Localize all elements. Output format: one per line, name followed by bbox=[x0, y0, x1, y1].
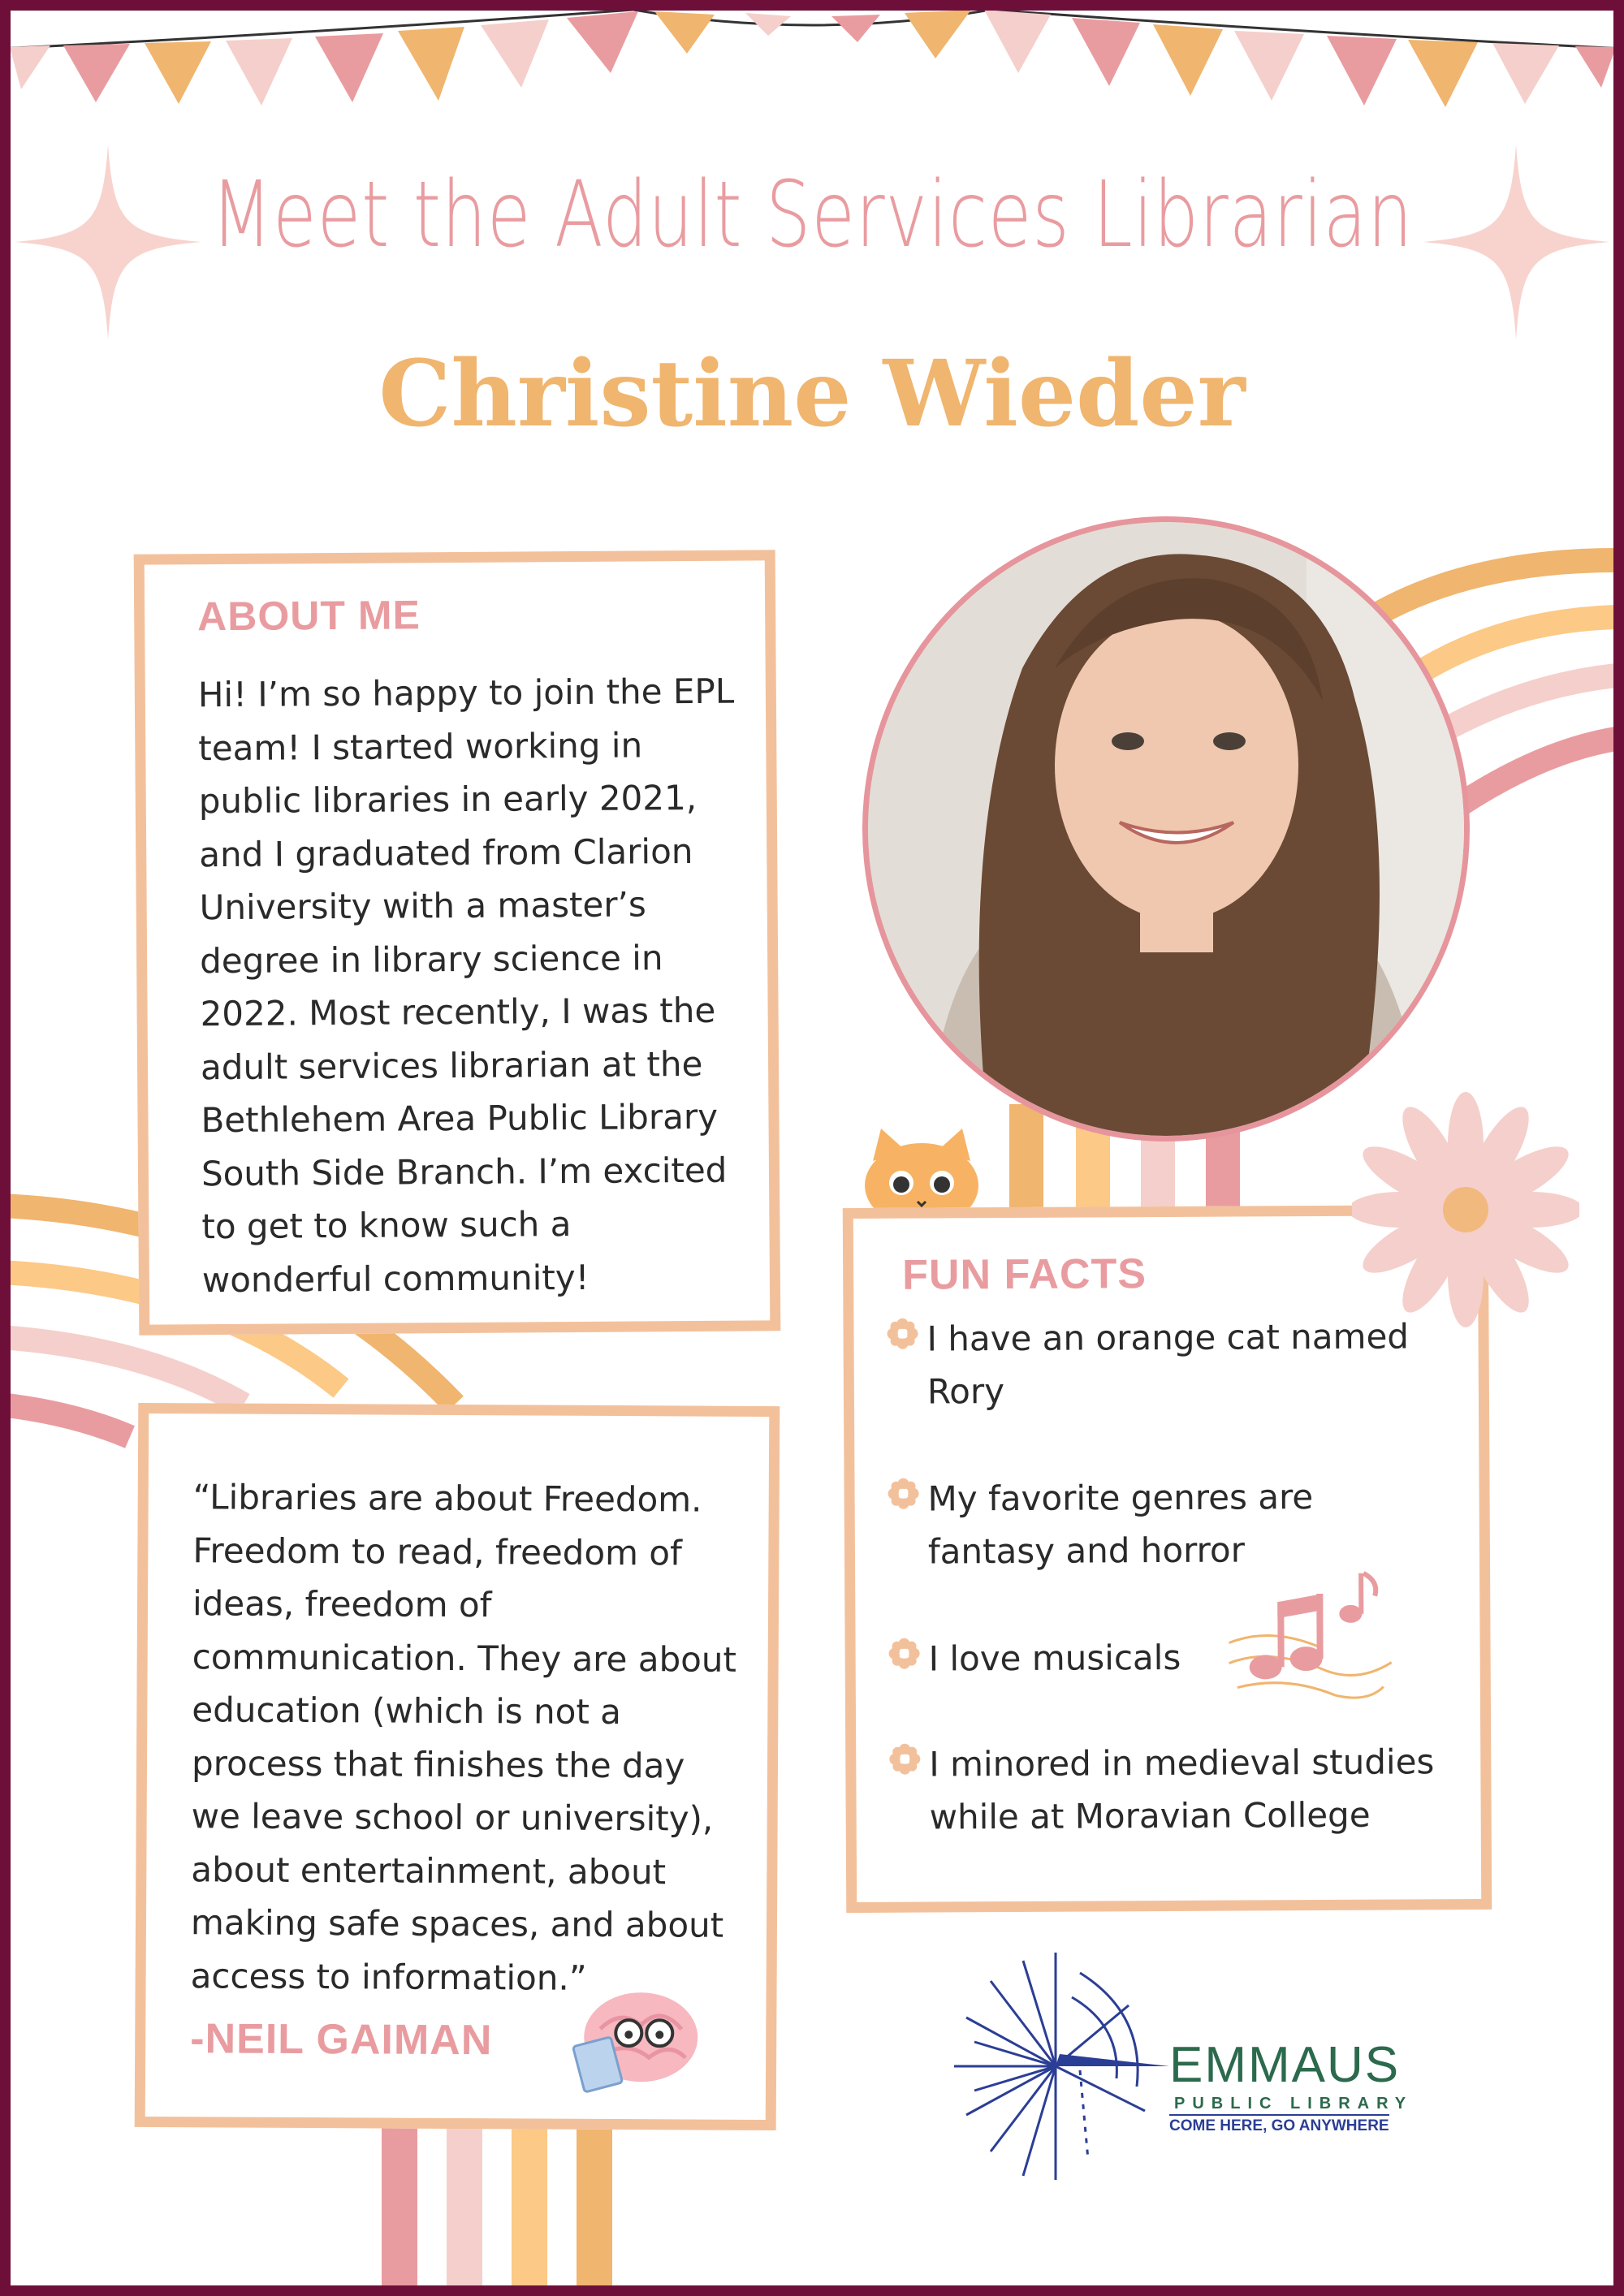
text-line: communication. They are about bbox=[192, 1636, 737, 1680]
fun-fact-line: I have an orange cat named bbox=[926, 1316, 1410, 1359]
text-line: education (which is not a bbox=[192, 1690, 622, 1733]
librarian-name: Christine Wieder bbox=[378, 341, 1246, 447]
fun-fact-line: I love musicals bbox=[928, 1637, 1181, 1679]
text-line: and I graduated from Clarion bbox=[199, 831, 693, 874]
quote-author: -NEIL GAIMAN bbox=[190, 2015, 493, 2065]
logo-name: EMMAUS bbox=[1169, 2037, 1401, 2093]
portrait-illustration bbox=[868, 522, 1470, 1142]
about-me-text bbox=[198, 664, 771, 1306]
text-line: wonderful community! bbox=[201, 1257, 590, 1300]
stripes-under-quote bbox=[378, 2127, 621, 2290]
brain-reading-icon bbox=[564, 1984, 710, 2099]
flower-bullet-icon bbox=[888, 1743, 921, 1776]
text-line: Bethlehem Area Public Library bbox=[201, 1096, 719, 1141]
fun-fact-line: fantasy and horror bbox=[927, 1530, 1246, 1572]
text-line: access to information.” bbox=[190, 1955, 587, 1998]
quote-card bbox=[135, 1403, 780, 2130]
flower-bullet-icon bbox=[887, 1478, 919, 1510]
bunting-flags bbox=[0, 0, 1624, 114]
text-line: we leave school or university), bbox=[191, 1796, 714, 1839]
text-line: South Side Branch. I’m excited bbox=[201, 1150, 728, 1193]
text-line: public libraries in early 2021, bbox=[198, 777, 698, 822]
daisy-icon bbox=[1352, 1092, 1579, 1327]
flower-bullet-icon bbox=[886, 1318, 918, 1350]
librarian-photo bbox=[862, 516, 1470, 1142]
four-point-star-icon bbox=[15, 145, 201, 339]
fun-fact-line: Rory bbox=[926, 1371, 1005, 1412]
compass-sundial-icon bbox=[950, 1949, 1169, 2184]
fun-fact-line: while at Moravian College bbox=[929, 1794, 1371, 1837]
page-title: Meet the Adult Services Librarian bbox=[210, 162, 1414, 268]
text-line: making safe spaces, and about bbox=[190, 1902, 724, 1945]
quote-text bbox=[190, 1470, 777, 2005]
text-line: Freedom to read, freedom of bbox=[192, 1530, 682, 1573]
text-line: degree in library science in bbox=[199, 937, 663, 981]
about-me-card bbox=[134, 550, 781, 1335]
text-line: Hi! I’m so happy to join the EPL bbox=[197, 671, 735, 715]
text-line: “Libraries are about Freedom. bbox=[192, 1477, 702, 1520]
logo-sub: PUBLIC LIBRARY bbox=[1174, 2095, 1414, 2113]
four-point-star-icon bbox=[1423, 145, 1609, 339]
about-me-heading: ABOUT ME bbox=[197, 592, 421, 640]
text-line: adult services librarian at the bbox=[200, 1043, 703, 1087]
flower-bullet-icon bbox=[888, 1638, 921, 1670]
fun-facts-heading: FUN FACTS bbox=[902, 1250, 1147, 1299]
fun-fact-line: I minored in medieval studies bbox=[929, 1741, 1435, 1785]
text-line: team! I started working in bbox=[198, 724, 643, 768]
text-line: University with a master’s bbox=[199, 884, 646, 928]
music-notes-icon bbox=[1220, 1565, 1400, 1712]
text-line: about entertainment, about bbox=[191, 1849, 667, 1892]
text-line: process that finishes the day bbox=[191, 1742, 685, 1785]
fun-fact-line: My favorite genres are bbox=[927, 1477, 1314, 1519]
logo-tagline: COME HERE, GO ANYWHERE bbox=[1169, 2114, 1389, 2135]
fun-fact-item bbox=[929, 1735, 1490, 1844]
fun-fact-item bbox=[928, 1629, 1488, 1685]
fun-fact-item bbox=[927, 1470, 1488, 1578]
text-line: to get to know such a bbox=[201, 1204, 572, 1247]
text-line: ideas, freedom of bbox=[192, 1583, 492, 1625]
text-line: 2022. Most recently, I was the bbox=[200, 990, 716, 1034]
